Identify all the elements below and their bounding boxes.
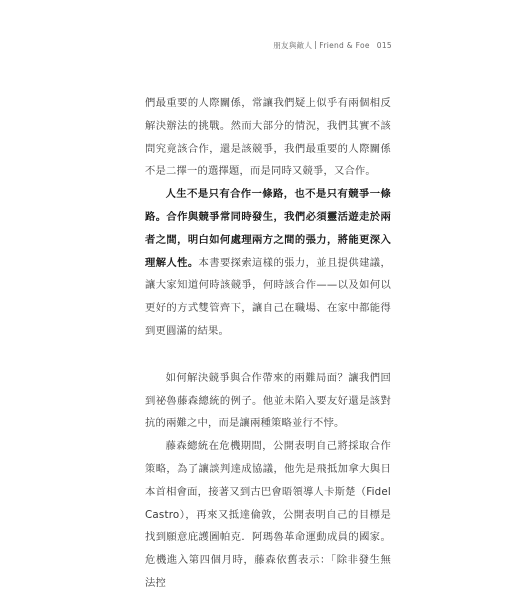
header-separator bbox=[315, 41, 316, 49]
paragraph-2 bbox=[145, 183, 391, 343]
body-text bbox=[145, 92, 391, 595]
paragraph-4: 藤森總統在危機期間，公開表明自己將採取合作策略，為了讓談判達成協議，他先是飛抵加拿大與日本首相會面，接著又到古巴會晤領導人卡斯楚（Fidel Castro），再來又抵達倫敦，公開表明自己的目標是找到願意庇護圖帕克．阿瑪魯革命運動成員的國家。危機進入第四個月時，藤森依舊表示：「除非發生無法控 bbox=[145, 440, 391, 589]
paragraph-1: 們最重要的人際關係，常讓我們疑上似乎有兩個相反解決辦法的挑戰。然而大部分的情況，我們其實不該問究竟該合作，還是該競爭，我們最重要的人際關係不是二擇一的選擇題，而是同時又競爭，又合作。 bbox=[145, 97, 391, 178]
book-title-english: Friend & Foe bbox=[319, 41, 370, 50]
book-title: 朋友與敵人 bbox=[273, 41, 313, 50]
paragraph-2-bold: 人生不是只有合作一條路，也不是只有競爭一條路。合作與競爭常同時發生，我們必須靈活遊走於兩者之間，明白如何處理兩方之間的張力，將能更深入理解人性。 bbox=[145, 188, 391, 269]
paragraph-2-rest: 本書要探索這樣的張力，並且提供建議，讓大家知道何時該競爭，何時該合作——以及如何以更好的方式雙管齊下，讓自己在職場、在家中都能得到更圓滿的結果。 bbox=[145, 256, 391, 337]
section-gap bbox=[145, 343, 391, 367]
paragraph-3: 如何解決競爭與合作帶來的兩難局面？讓我們回到祕魯藤森總統的例子。他並未陷入要友好還是該對抗的兩難之中，而是讓兩種策略並行不悖。 bbox=[145, 371, 391, 430]
page-number: 015 bbox=[376, 41, 392, 50]
running-header bbox=[273, 40, 392, 51]
